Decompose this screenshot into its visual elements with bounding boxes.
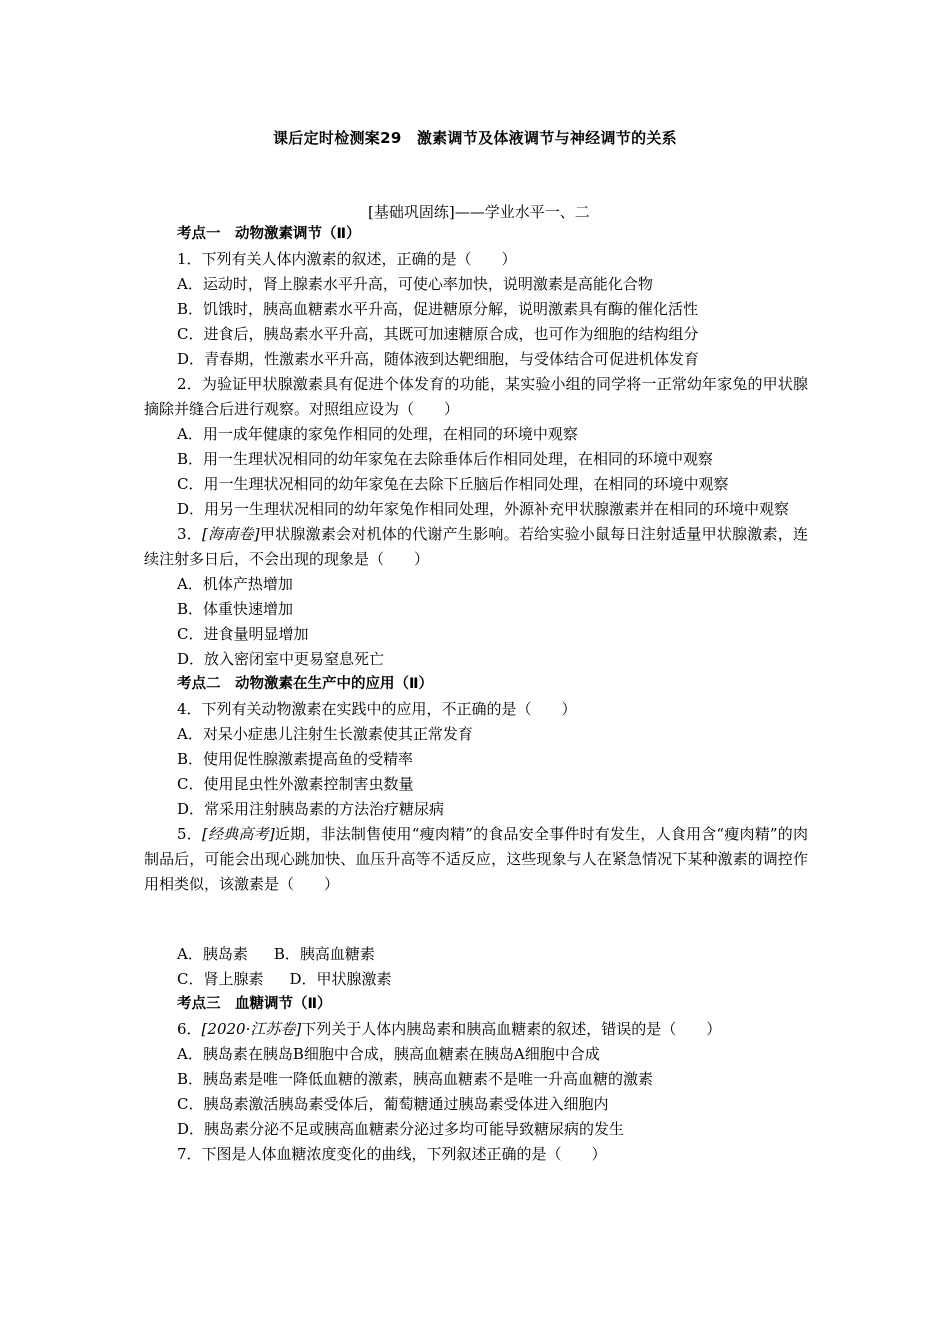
answer-option: B．饥饿时，胰高血糖素水平升高，促进糖原分解，说明激素具有酶的催化活性 <box>177 300 699 318</box>
question-stem: 1．下列有关人体内激素的叙述，正确的是（ ） <box>177 250 517 268</box>
answer-option: A．对呆小症患儿注射生长激素使其正常发育 <box>177 725 473 743</box>
answer-option: C．进食量明显增加 <box>177 625 309 643</box>
answer-option: C．使用昆虫性外激素控制害虫数量 <box>177 775 414 793</box>
answer-option: A．用一成年健康的家兔作相同的处理，在相同的环境中观察 <box>177 425 578 443</box>
answer-option: C．进食后，胰岛素水平升高，其既可加速糖原合成，也可作为细胞的结构组分 <box>177 325 699 343</box>
document-title: 课后定时检测案29 激素调节及体液调节与神经调节的关系 <box>273 129 677 147</box>
answer-option: D．胰岛素分泌不足或胰高血糖素分泌过多均可能导致糖尿病的发生 <box>177 1120 625 1138</box>
question-text: 甲状腺激素会对机体的代谢产生影响。若给实验小鼠每日注射适量甲状腺激素，连续注射多日后，不会出现的现象是（ ） <box>144 525 808 568</box>
question-number: 6． <box>177 1020 202 1038</box>
answer-option: D．甲状腺激素 <box>289 970 392 988</box>
answer-option: B．用一生理状况相同的幼年家兔在去除垂体后作相同处理，在相同的环境中观察 <box>177 450 714 468</box>
topic-heading: 考点一 动物激素调节（Ⅱ） <box>177 226 361 242</box>
answer-option: C．肾上腺素 <box>177 970 264 988</box>
answer-option: A．胰岛素 <box>177 945 248 963</box>
question-source: [经典高考] <box>201 825 275 843</box>
question-text: 下列关于人体内胰岛素和胰高血糖素的叙述，错误的是（ ） <box>301 1020 722 1038</box>
topic-heading: 考点三 血糖调节（Ⅱ） <box>177 996 332 1012</box>
answer-option: D．青春期，性激素水平升高，随体液到达靶细胞，与受体结合可促进机体发育 <box>177 350 700 368</box>
section-label: [基础巩固练]——学业水平一、二 <box>368 203 590 221</box>
question-stem: 2．为验证甲状腺激素具有促进个体发育的功能，某实验小组的同学将一正常幼年家兔的甲状腺摘除并缝合后进行观察。对照组应设为（ ） <box>144 375 808 418</box>
question-source: [2020·江苏卷] <box>201 1020 302 1038</box>
answer-option: C．用一生理状况相同的幼年家兔在去除下丘脑后作相同处理，在相同的环境中观察 <box>177 475 729 493</box>
question-stem: 4．下列有关动物激素在实践中的应用，不正确的是（ ） <box>177 700 577 718</box>
question-stem <box>144 522 808 572</box>
question-stem <box>144 1017 808 1042</box>
answer-option: A．运动时，肾上腺素水平升高，可使心率加快，说明激素是高能化合物 <box>177 275 653 293</box>
topic-heading: 考点二 动物激素在生产中的应用（Ⅱ） <box>177 676 434 692</box>
answer-option: C．胰岛素激活胰岛素受体后，葡萄糖通过胰岛素受体进入细胞内 <box>177 1095 609 1113</box>
answer-option: D．用另一生理状况相同的幼年家兔作相同处理，外源补充甲状腺激素并在相同的环境中观察 <box>177 500 790 518</box>
question-text: 近期，非法制售使用“瘦肉精”的食品安全事件时有发生，人食用含“瘦肉精”的肉制品后，可能会出现心跳加快、血压升高等不适反应，这些现象与人在紧急情况下某种激素的调控作用相类似，该激素是（ ） <box>144 825 808 893</box>
answer-option: A．胰岛素在胰岛B细胞中合成，胰高血糖素在胰岛A细胞中合成 <box>177 1045 600 1063</box>
answer-option: D．常采用注射胰岛素的方法治疗糖尿病 <box>177 800 445 818</box>
answer-option-row <box>144 967 808 992</box>
question-source: [海南卷] <box>202 525 260 543</box>
answer-option: B．使用促性腺激素提高鱼的受精率 <box>177 750 414 768</box>
question-number: 3． <box>177 525 203 543</box>
spacer <box>144 897 808 942</box>
answer-option: B．体重快速增加 <box>177 600 294 618</box>
question-stem: 7．下图是人体血糖浓度变化的曲线，下列叙述正确的是（ ） <box>177 1145 607 1163</box>
answer-option: A．机体产热增加 <box>177 575 293 593</box>
document-body <box>144 222 808 1167</box>
question-number: 5． <box>177 825 202 843</box>
question-stem <box>144 822 808 897</box>
answer-option-row <box>144 942 808 967</box>
answer-option: D．放入密闭室中更易窒息死亡 <box>177 650 385 668</box>
answer-option: B．胰岛素是唯一降低血糖的激素，胰高血糖素不是唯一升高血糖的激素 <box>177 1070 654 1088</box>
answer-option: B．胰高血糖素 <box>273 945 375 963</box>
